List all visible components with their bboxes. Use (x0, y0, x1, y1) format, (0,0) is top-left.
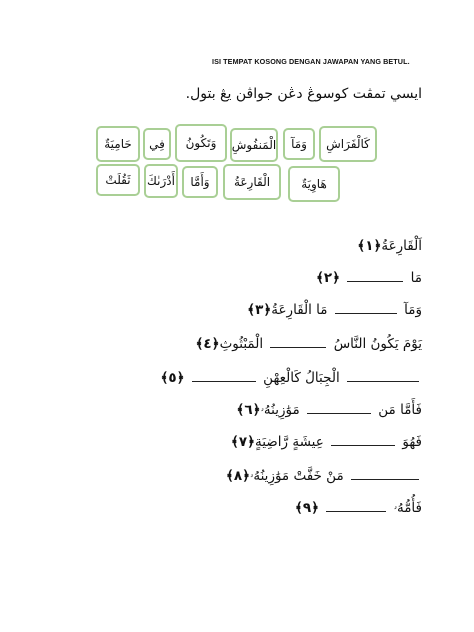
word-box-waamma: وَأَمَّا (182, 166, 218, 198)
question-7-after: عِيشَةٍ رَّاضِيَةٍ (255, 434, 324, 450)
question-7-number: ﴿٧﴾ (230, 434, 255, 450)
word-box-fi: فِي (143, 128, 171, 160)
question-6-after: مَوَٰزِينُهُۥ (260, 402, 300, 418)
word-box-watakunu: وَتَكُونُ (175, 124, 227, 162)
word-box-thaqulat: ثَقُلَتْ (96, 164, 140, 196)
question-9 (295, 496, 422, 520)
question-1-number: ﴿١﴾ (357, 238, 382, 254)
question-3 (247, 298, 422, 322)
question-3-number: ﴿٣﴾ (247, 302, 272, 318)
question-2-number: ﴿٢﴾ (315, 270, 341, 286)
question-7-blank[interactable] (331, 435, 395, 446)
question-3-blank[interactable] (335, 303, 397, 314)
word-box-almanfush: الْمَنفُوشِ (230, 128, 278, 162)
question-8-number: ﴿٨﴾ (225, 468, 250, 484)
question-7 (231, 430, 422, 454)
word-box-hamiyah: حَامِيَةٌ (96, 126, 140, 162)
question-5-blank-b[interactable] (192, 371, 256, 382)
question-4-blank[interactable] (270, 337, 326, 348)
instruction-english: ISI TEMPAT KOSONG DENGAN JAWAPAN YANG BETUL. (212, 57, 410, 66)
question-6-number: ﴿٦﴾ (236, 402, 261, 418)
question-9-blank[interactable] (326, 501, 386, 512)
word-box-wama: وَمَآ (283, 128, 315, 160)
word-box-hawiyah: هَاوِيَةٌ (288, 166, 340, 202)
word-box-kalfarash: كَالْفَرَاشِ (319, 126, 377, 162)
question-5-number: ﴿٥﴾ (160, 370, 185, 386)
question-4-after: الْمَبْثُوثِ (219, 336, 264, 352)
question-2 (316, 266, 422, 290)
question-6 (236, 398, 422, 422)
question-2-before: مَا (410, 270, 422, 286)
word-box-adraka: أَدْرَىٰكَ (144, 164, 178, 198)
question-9-number: ﴿٩﴾ (294, 500, 319, 516)
question-4 (196, 332, 423, 356)
question-3-after: مَا الْقَارِعَةُ (271, 302, 328, 318)
instruction-jawi: ايسي تمڤت كوسوڠ دڠن جواڤن يڠ بتول. (185, 86, 422, 102)
question-1 (357, 234, 422, 258)
question-3-before: وَمَآ (404, 302, 422, 318)
word-bank (0, 0, 474, 220)
question-5 (160, 366, 422, 390)
question-1-text: اَلْقَارِعَةُ (381, 238, 422, 254)
question-8-blank[interactable] (351, 469, 419, 480)
question-5-blank-a[interactable] (347, 371, 419, 382)
question-9-before: فَأُمُّهُۥ (393, 500, 422, 516)
question-2-blank[interactable] (347, 271, 403, 282)
question-8 (226, 464, 422, 488)
question-8-after: مَنْ خَفَّتْ مَوَٰزِينُهُۥ (250, 468, 344, 484)
question-5-after: الْجِبَالُ كَالْعِهْنِ (263, 370, 340, 386)
question-4-before: يَوْمَ يَكُونُ النَّاسُ (333, 336, 422, 352)
word-box-alqariah: الْقَارِعَةُ (223, 164, 281, 200)
question-6-before: فَأَمَّا مَن (378, 402, 422, 418)
question-7-before: فَهُوَ (402, 434, 422, 450)
question-4-number: ﴿٤﴾ (195, 336, 220, 352)
question-6-blank[interactable] (307, 403, 371, 414)
